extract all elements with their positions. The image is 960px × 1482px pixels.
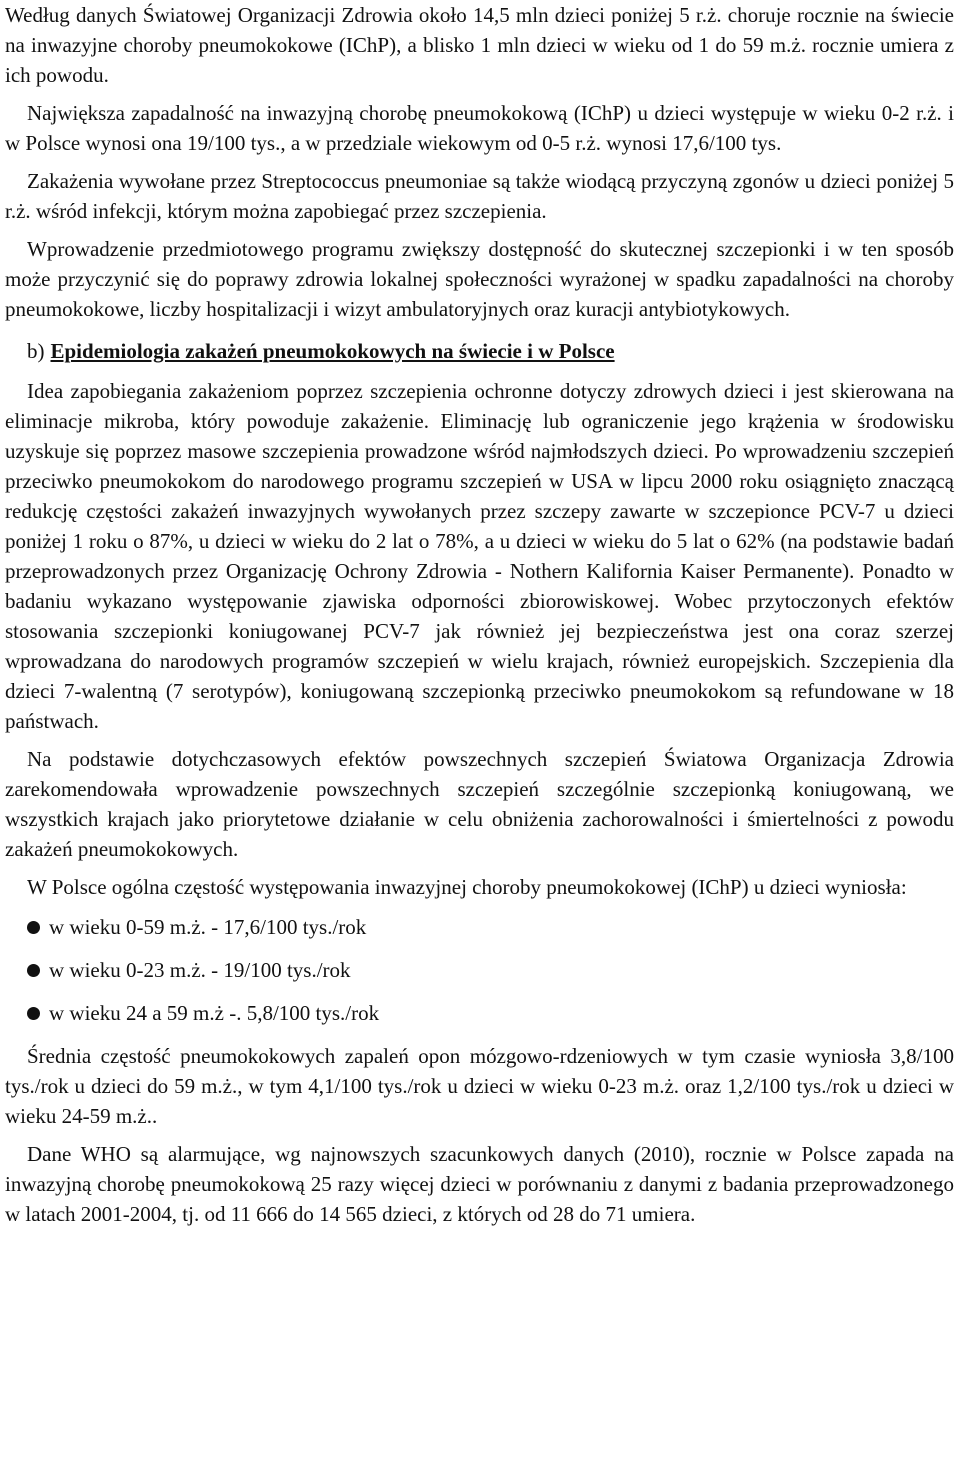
paragraph-who-incidence: Według danych Światowej Organizacji Zdrowia około 14,5 mln dzieci poniżej 5 r.ż. choruje rocznie na świecie na inwazyjne choroby pneumokokowe (IChP), a blisko 1 mln dzieci w wieku od 1 do 59 m.ż. rocznie umiera z ich powodu. bbox=[5, 3, 954, 87]
paragraph-streptococcus: Zakażenia wywołane przez Streptococcus pneumoniae są także wiodącą przyczyną zgonów u dzieci poniżej 5 r.ż. wśród infekcji, którym można zapobiegać przez szczepienia. bbox=[5, 169, 954, 223]
list-item bbox=[27, 955, 954, 985]
list-item-text: w wieku 0-59 m.ż. - 17,6/100 tys./rok bbox=[49, 915, 367, 939]
list-item bbox=[27, 998, 954, 1028]
list-item-text: w wieku 24 a 59 m.ż -. 5,8/100 tys./rok bbox=[49, 1001, 380, 1025]
list-item bbox=[27, 912, 954, 942]
section-heading bbox=[5, 336, 954, 366]
bullet-icon bbox=[27, 964, 40, 977]
paragraph-vaccination-idea: Idea zapobiegania zakażeniom poprzez szczepienia ochronne dotyczy zdrowych dzieci i jest skierowana na eliminacje mikroba, który powoduje zakażenie. Eliminację lub ograniczenie jego krążenia w środowisku uzyskuje się poprzez masowe szczepienia prowadzone wśród najmłodszych dzieci. Po wprowadzeniu szczepień przeciwko pneumokokom do narodowego programu szczepień w USA w lipcu 2000 roku osiągnięto znaczącą redukcję częstości zakażeń inwazyjnych wywołanych przez szczepy zawarte w szczepionce PCV-7 u dzieci poniżej 1 roku o 87%, u dzieci w wieku do 2 lat o 78%, a u dzieci w wieku do 5 lat o 62% (na podstawie badań przeprowadzonych przez Organizację Ochrony Zdrowia - Nothern Kalifornia Kaiser Permanente). Ponadto w badaniu wykazano występowanie zjawiska odporności zbiorowiskowej. Wobec przytoczonych efektów stosowania szczepionki koniugowanej PCV-7 jak również jej bezpieczeństwa jest ona coraz szerzej wprowadzana do narodowych programów szczepień w wielu krajach, również europejskich. Szczepienia dla dzieci 7-walentną (7 serotypów), koniugowaną szczepionką przeciwko pneumokokom są refundowane w 18 państwach. bbox=[5, 379, 954, 733]
paragraph-program-intro: Wprowadzenie przedmiotowego programu zwiększy dostępność do skutecznej szczepionki i w ten sposób może przyczynić się do poprawy zdrowia lokalnej społeczności wyrażonej w spadku zapadalności na choroby pneumokokowe, liczby hospitalizacji i wizyt ambulatoryjnych oraz kuracji antybiotykowych. bbox=[5, 237, 954, 321]
paragraph-who-recommendation: Na podstawie dotychczasowych efektów powszechnych szczepień Światowa Organizacja Zdrowia zarekomendowała wprowadzenie powszechnych szczepień szczególnie szczepionką koniugowaną, we wszystkich krajach jako priorytetowe działanie w celu obniżenia zachorowalności i śmiertelności z powodu zakażeń pneumokokowych. bbox=[5, 747, 954, 861]
paragraph-meningitis: Średnia częstość pneumokokowych zapaleń opon mózgowo-rdzeniowych w tym czasie wyniosła 3,8/100 tys./rok u dzieci do 59 m.ż., w tym 4,1/100 tys./rok u dzieci w wieku 0-23 m.ż. oraz 1,2/100 tys./rok u dzieci w wieku 24-59 m.ż.. bbox=[5, 1044, 954, 1128]
paragraph-highest-incidence: Największa zapadalność na inwazyjną chorobę pneumokokową (IChP) u dzieci występuje w wieku 0-2 r.ż. i w Polsce wynosi ona 19/100 tys., a w przedziale wiekowym od 0-5 r.ż. wynosi 17,6/100 tys. bbox=[5, 101, 954, 155]
section-heading-label: b) bbox=[27, 339, 45, 363]
incidence-list bbox=[5, 912, 954, 1028]
list-item-text: w wieku 0-23 m.ż. - 19/100 tys./rok bbox=[49, 958, 351, 982]
bullet-icon bbox=[27, 1007, 40, 1020]
paragraph-poland-incidence: W Polsce ogólna częstość występowania inwazyjnej choroby pneumokokowej (IChP) u dzieci wyniosła: bbox=[27, 875, 907, 899]
paragraph-who-alarming: Dane WHO są alarmujące, wg najnowszych szacunkowych danych (2010), rocznie w Polsce zapada na inwazyjną chorobę pneumokokową 25 razy więcej dzieci w porównaniu z danymi z badania przeprowadzonego w latach 2001-2004, tj. od 11 666 do 14 565 dzieci, z których od 28 do 71 umiera. bbox=[5, 1142, 954, 1226]
section-heading-text: Epidemiologia zakażeń pneumokokowych na świecie i w Polsce bbox=[50, 339, 615, 363]
bullet-icon bbox=[27, 921, 40, 934]
